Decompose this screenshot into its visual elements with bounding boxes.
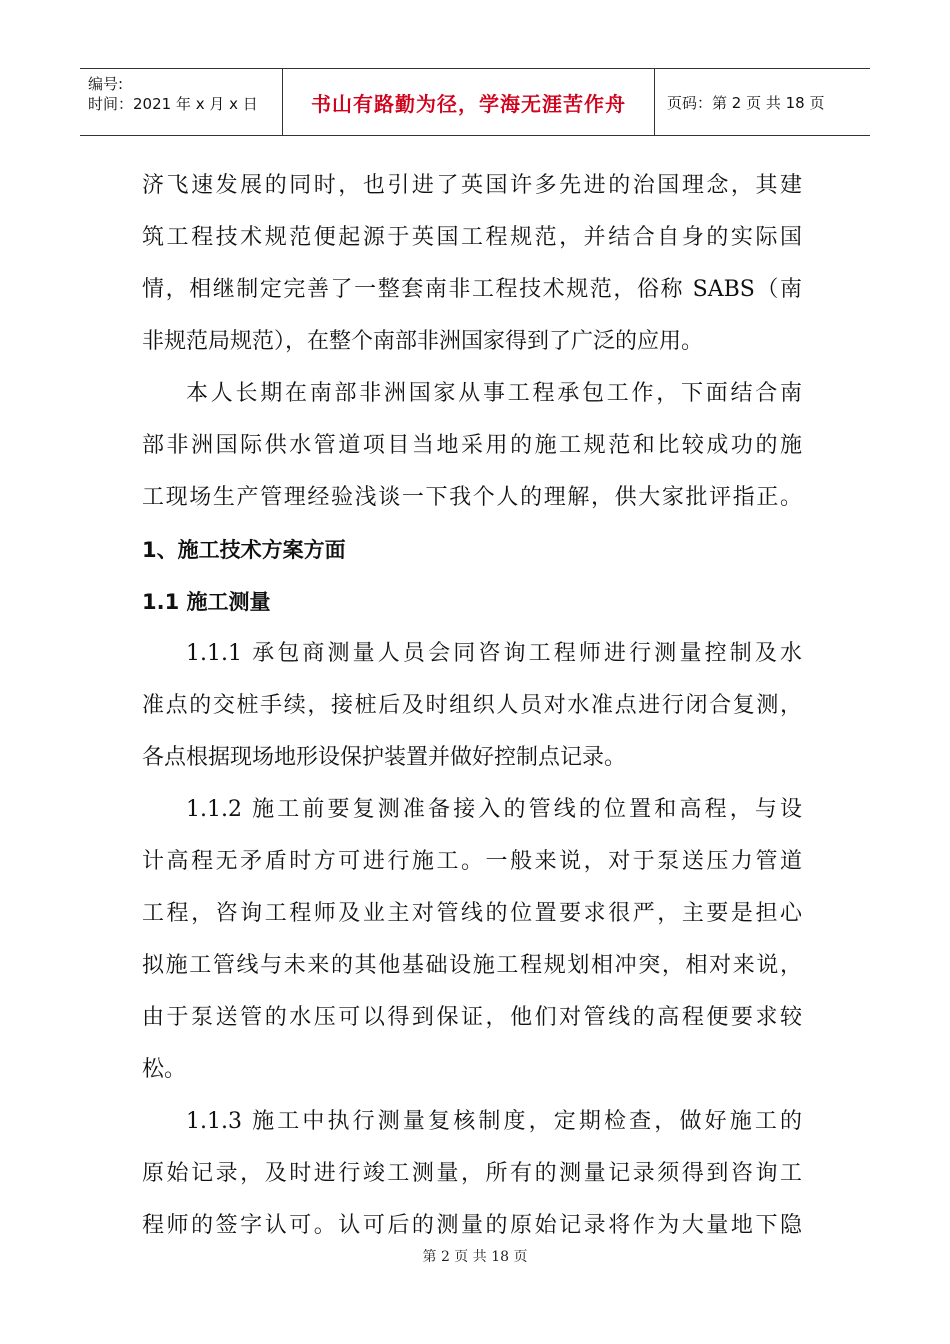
page-footer <box>0 1246 950 1266</box>
body-line: 准点的交桩手续，接桩后及时组织人员对水准点进行闭合复测， <box>142 693 802 718</box>
body-line: 拟施工管线与未来的其他基础设施工程规划相冲突，相对来说， <box>142 953 802 978</box>
body-line: 本人长期在南部非洲国家从事工程承包工作，下面结合南 <box>186 381 802 406</box>
body-line: 工现场生产管理经验浅谈一下我个人的理解，供大家批评指正。 <box>142 485 802 510</box>
document-number-label: 编号: <box>88 75 124 93</box>
body-line: 非规范局规范），在整个南部非洲国家得到了广泛的应用。 <box>142 329 704 354</box>
body-line: 程师的签字认可。认可后的测量的原始记录将作为大量地下隐 <box>142 1213 802 1238</box>
subsection-heading: 1.1 施工测量 <box>142 590 271 614</box>
body-line: 原始记录，及时进行竣工测量，所有的测量记录须得到咨询工 <box>142 1161 802 1186</box>
footer-page-number: 第 2 页 共 18 页 <box>422 1249 528 1265</box>
body-line: 筑工程技术规范便起源于英国工程规范，并结合自身的实际国 <box>142 225 802 250</box>
document-body <box>142 160 802 1252</box>
body-line: 1.1.1 承包商测量人员会同咨询工程师进行测量控制及水 <box>186 641 802 666</box>
header-meta-cell <box>80 69 283 135</box>
body-line: 1.1.2 施工前要复测准备接入的管线的位置和高程，与设 <box>186 797 802 822</box>
section-heading: 1、施工技术方案方面 <box>142 538 346 562</box>
header-motto-cell <box>283 69 655 135</box>
body-line: 计高程无矛盾时方可进行施工。一般来说，对于泵送压力管道 <box>142 849 802 874</box>
body-line: 济飞速发展的同时，也引进了英国许多先进的治国理念，其建 <box>142 173 802 198</box>
body-line: 由于泵送管的水压可以得到保证，他们对管线的高程便要求较 <box>142 1005 802 1030</box>
body-line: 情，相继制定完善了一整套南非工程技术规范，俗称 SABS（南 <box>142 277 802 302</box>
header-page-label: 页码：第 2 页 共 18 页 <box>667 93 825 112</box>
body-line: 部非洲国际供水管道项目当地采用的施工规范和比较成功的施 <box>142 433 802 458</box>
document-date-label: 时间：2021 年 x 月 x 日 <box>88 95 258 113</box>
body-line: 1.1.3 施工中执行测量复核制度，定期检查，做好施工的 <box>186 1109 802 1134</box>
body-line: 各点根据现场地形设保护装置并做好控制点记录。 <box>142 745 627 770</box>
header-table <box>80 68 870 136</box>
body-line: 松。 <box>142 1057 187 1082</box>
header-motto: 书山有路勤为径，学海无涯苦作舟 <box>311 91 626 116</box>
header-page-cell <box>655 69 870 135</box>
body-line: 工程，咨询工程师及业主对管线的位置要求很严，主要是担心 <box>142 901 802 926</box>
